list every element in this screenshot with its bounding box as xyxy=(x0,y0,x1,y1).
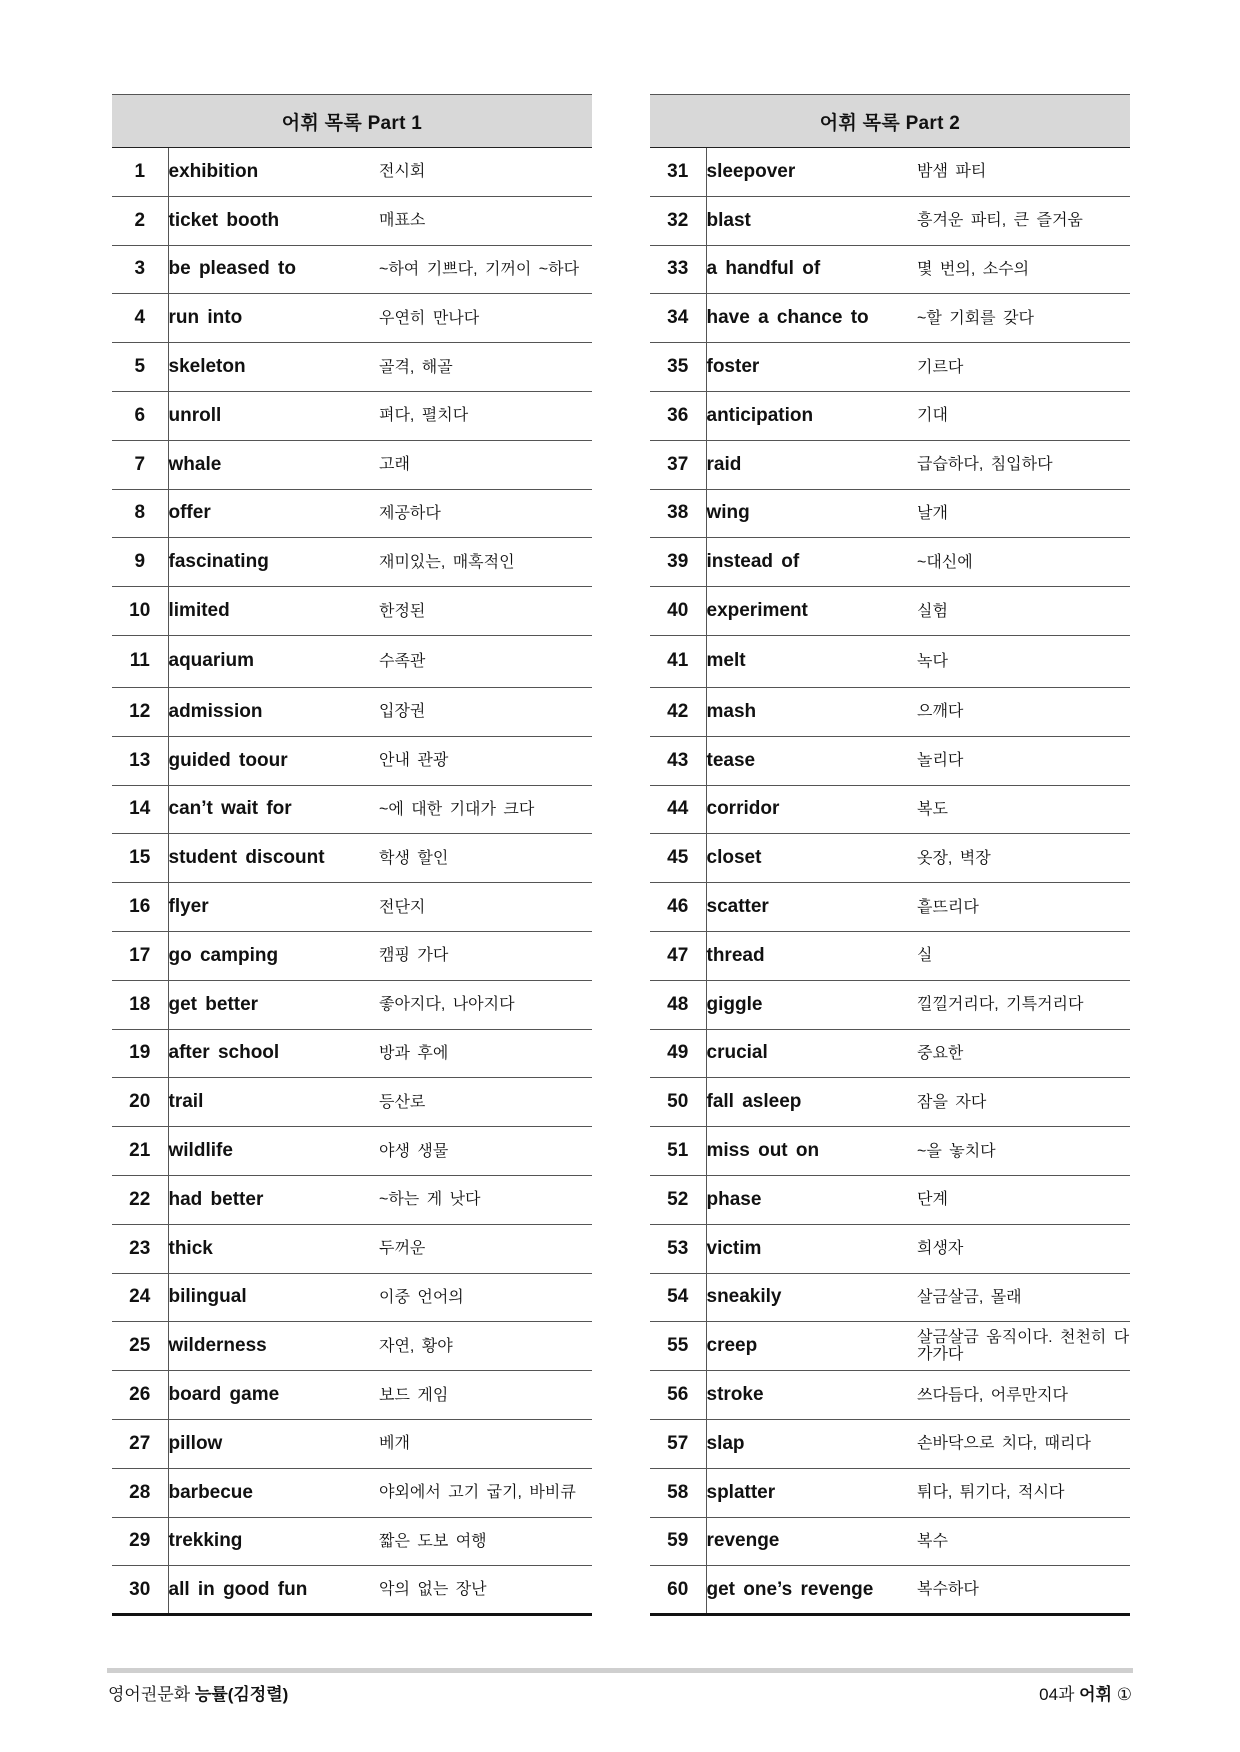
vocab-word: unroll xyxy=(168,391,379,440)
word-meaning: 재미있는, 매혹적인 xyxy=(379,538,592,587)
table-row xyxy=(112,1371,592,1420)
vocab-word: ticket booth xyxy=(168,196,379,245)
word-number: 34 xyxy=(650,294,706,343)
word-meaning: 급습하다, 침입하다 xyxy=(917,440,1130,489)
word-meaning: 이중 언어의 xyxy=(379,1273,592,1322)
word-meaning: 야생 생물 xyxy=(379,1127,592,1176)
word-number: 25 xyxy=(112,1322,168,1371)
word-number: 22 xyxy=(112,1175,168,1224)
word-number: 38 xyxy=(650,489,706,538)
vocab-word: closet xyxy=(706,834,917,883)
word-meaning: 복수 xyxy=(917,1517,1130,1566)
word-meaning: 학생 할인 xyxy=(379,834,592,883)
footer-section: 어휘 xyxy=(1079,1685,1113,1704)
word-number: 57 xyxy=(650,1419,706,1468)
word-meaning: 희생자 xyxy=(917,1224,1130,1273)
vocab-word: get one’s revenge xyxy=(706,1566,917,1615)
table-row xyxy=(112,1175,592,1224)
word-meaning: 밤샘 파티 xyxy=(917,148,1130,197)
table-row xyxy=(112,635,592,687)
vocab-word: fall asleep xyxy=(706,1078,917,1127)
word-meaning: 단계 xyxy=(917,1175,1130,1224)
word-number: 12 xyxy=(112,687,168,736)
word-number: 19 xyxy=(112,1029,168,1078)
word-meaning: ~에 대한 기대가 크다 xyxy=(379,785,592,834)
table-row xyxy=(112,1224,592,1273)
word-number: 1 xyxy=(112,148,168,197)
vocab-word: offer xyxy=(168,489,379,538)
word-number: 27 xyxy=(112,1419,168,1468)
word-meaning: ~대신에 xyxy=(917,538,1130,587)
table-row xyxy=(650,489,1130,538)
vocab-word: scatter xyxy=(706,883,917,932)
word-meaning: 전시회 xyxy=(379,148,592,197)
word-number: 32 xyxy=(650,196,706,245)
word-number: 59 xyxy=(650,1517,706,1566)
word-number: 53 xyxy=(650,1224,706,1273)
word-number: 26 xyxy=(112,1371,168,1420)
word-number: 33 xyxy=(650,245,706,294)
word-meaning: 실험 xyxy=(917,587,1130,636)
vocab-word: had better xyxy=(168,1175,379,1224)
vocab-word: corridor xyxy=(706,785,917,834)
vocab-word: blast xyxy=(706,196,917,245)
vocab-word: anticipation xyxy=(706,391,917,440)
word-meaning: 쓰다듬다, 어루만지다 xyxy=(917,1371,1130,1420)
word-number: 31 xyxy=(650,148,706,197)
word-number: 20 xyxy=(112,1078,168,1127)
vocab-word: a handful of xyxy=(706,245,917,294)
footer-page-mark: ① xyxy=(1112,1685,1132,1704)
word-number: 42 xyxy=(650,687,706,736)
table-row xyxy=(650,1517,1130,1566)
table-row xyxy=(650,1468,1130,1517)
footer-divider xyxy=(107,1668,1133,1673)
word-number: 4 xyxy=(112,294,168,343)
vocab-word: splatter xyxy=(706,1468,917,1517)
word-number: 51 xyxy=(650,1127,706,1176)
vocab-word: revenge xyxy=(706,1517,917,1566)
word-meaning: 녹다 xyxy=(917,635,1130,687)
word-number: 52 xyxy=(650,1175,706,1224)
table-row xyxy=(650,1175,1130,1224)
table-row xyxy=(650,1224,1130,1273)
table-row xyxy=(650,440,1130,489)
word-number: 13 xyxy=(112,736,168,785)
table-row xyxy=(112,1566,592,1615)
word-number: 24 xyxy=(112,1273,168,1322)
vocab-word: guided toour xyxy=(168,736,379,785)
word-meaning: 펴다, 펼치다 xyxy=(379,391,592,440)
word-meaning: 좋아지다, 나아지다 xyxy=(379,980,592,1029)
word-number: 35 xyxy=(650,343,706,392)
word-number: 10 xyxy=(112,587,168,636)
footer-lesson-number: 04과 xyxy=(1039,1685,1080,1704)
vocab-word: limited xyxy=(168,587,379,636)
word-number: 36 xyxy=(650,391,706,440)
table-row xyxy=(112,1029,592,1078)
table-row xyxy=(650,1322,1130,1371)
table-row xyxy=(112,440,592,489)
table-row xyxy=(112,883,592,932)
vocab-word: victim xyxy=(706,1224,917,1273)
word-meaning: 튀다, 튀기다, 적시다 xyxy=(917,1468,1130,1517)
vocab-word: wildlife xyxy=(168,1127,379,1176)
word-number: 16 xyxy=(112,883,168,932)
vocab-word: instead of xyxy=(706,538,917,587)
vocab-table-part2 xyxy=(650,94,1130,1616)
vocab-word: wilderness xyxy=(168,1322,379,1371)
vocab-word: sleepover xyxy=(706,148,917,197)
word-meaning: 날개 xyxy=(917,489,1130,538)
table-row xyxy=(112,489,592,538)
vocab-word: can’t wait for xyxy=(168,785,379,834)
table-row xyxy=(112,148,592,197)
vocab-word: experiment xyxy=(706,587,917,636)
word-number: 54 xyxy=(650,1273,706,1322)
word-number: 11 xyxy=(112,635,168,687)
table-row xyxy=(650,687,1130,736)
footer-course-name: 영어권문화 xyxy=(108,1685,195,1704)
vocab-word: after school xyxy=(168,1029,379,1078)
word-number: 7 xyxy=(112,440,168,489)
word-meaning: 안내 관광 xyxy=(379,736,592,785)
word-meaning: 복수하다 xyxy=(917,1566,1130,1615)
word-number: 40 xyxy=(650,587,706,636)
word-meaning: 베개 xyxy=(379,1419,592,1468)
footer-course xyxy=(108,1680,288,1705)
word-number: 56 xyxy=(650,1371,706,1420)
table-row xyxy=(112,196,592,245)
vocab-word: exhibition xyxy=(168,148,379,197)
vocab-word: run into xyxy=(168,294,379,343)
vocab-word: miss out on xyxy=(706,1127,917,1176)
table-row xyxy=(112,785,592,834)
word-number: 18 xyxy=(112,980,168,1029)
word-meaning: ~할 기회를 갖다 xyxy=(917,294,1130,343)
table-row xyxy=(650,196,1130,245)
word-number: 21 xyxy=(112,1127,168,1176)
table-row xyxy=(112,1127,592,1176)
table-row xyxy=(650,148,1130,197)
vocab-word: barbecue xyxy=(168,1468,379,1517)
word-meaning: 골격, 해골 xyxy=(379,343,592,392)
table-row xyxy=(650,294,1130,343)
table-row xyxy=(112,687,592,736)
word-number: 41 xyxy=(650,635,706,687)
word-meaning: 야외에서 고기 굽기, 바비큐 xyxy=(379,1468,592,1517)
vocab-word: have a chance to xyxy=(706,294,917,343)
word-meaning: 몇 번의, 소수의 xyxy=(917,245,1130,294)
vocab-word: mash xyxy=(706,687,917,736)
table-row xyxy=(650,1078,1130,1127)
table-row xyxy=(112,980,592,1029)
word-number: 9 xyxy=(112,538,168,587)
table-title: 어휘 목록 Part 2 xyxy=(650,95,1130,148)
word-number: 29 xyxy=(112,1517,168,1566)
word-number: 2 xyxy=(112,196,168,245)
word-number: 55 xyxy=(650,1322,706,1371)
word-number: 14 xyxy=(112,785,168,834)
word-meaning: 짧은 도보 여행 xyxy=(379,1517,592,1566)
vocab-word: raid xyxy=(706,440,917,489)
vocab-word: wing xyxy=(706,489,917,538)
word-meaning: ~을 놓치다 xyxy=(917,1127,1130,1176)
table-row xyxy=(650,883,1130,932)
word-meaning: 수족관 xyxy=(379,635,592,687)
vocab-word: board game xyxy=(168,1371,379,1420)
table-row xyxy=(650,1419,1130,1468)
table-row xyxy=(112,587,592,636)
table-row xyxy=(650,635,1130,687)
word-meaning: 옷장, 벽장 xyxy=(917,834,1130,883)
word-number: 58 xyxy=(650,1468,706,1517)
table-row xyxy=(650,834,1130,883)
word-meaning: 복도 xyxy=(917,785,1130,834)
vocab-word: aquarium xyxy=(168,635,379,687)
vocab-word: admission xyxy=(168,687,379,736)
word-meaning: 자연, 황야 xyxy=(379,1322,592,1371)
table-row xyxy=(650,343,1130,392)
word-meaning: 제공하다 xyxy=(379,489,592,538)
vocab-word: phase xyxy=(706,1175,917,1224)
word-meaning: 흩뜨리다 xyxy=(917,883,1130,932)
table-row xyxy=(112,736,592,785)
vocab-word: trekking xyxy=(168,1517,379,1566)
table-row xyxy=(650,245,1130,294)
footer-publisher: 능률(김정렬) xyxy=(194,1685,289,1704)
word-number: 47 xyxy=(650,931,706,980)
word-meaning: 실 xyxy=(917,931,1130,980)
table-row xyxy=(650,1566,1130,1615)
word-number: 39 xyxy=(650,538,706,587)
table-title: 어휘 목록 Part 1 xyxy=(112,95,592,148)
table-row xyxy=(650,931,1130,980)
vocab-word: sneakily xyxy=(706,1273,917,1322)
table-row xyxy=(650,538,1130,587)
word-number: 46 xyxy=(650,883,706,932)
table-row xyxy=(112,1517,592,1566)
word-number: 17 xyxy=(112,931,168,980)
word-meaning: 으깨다 xyxy=(917,687,1130,736)
word-meaning: 낄낄거리다, 기특거리다 xyxy=(917,980,1130,1029)
table-row xyxy=(650,1127,1130,1176)
table-row xyxy=(112,343,592,392)
vocab-word: melt xyxy=(706,635,917,687)
table-row xyxy=(112,294,592,343)
vocab-word: whale xyxy=(168,440,379,489)
table-row xyxy=(650,736,1130,785)
table-row xyxy=(112,931,592,980)
table-row xyxy=(112,538,592,587)
word-meaning: ~하는 게 낫다 xyxy=(379,1175,592,1224)
vocab-word: skeleton xyxy=(168,343,379,392)
vocab-word: slap xyxy=(706,1419,917,1468)
vocab-word: go camping xyxy=(168,931,379,980)
vocab-word: flyer xyxy=(168,883,379,932)
table-row xyxy=(650,1273,1130,1322)
vocab-word: tease xyxy=(706,736,917,785)
word-number: 37 xyxy=(650,440,706,489)
word-number: 43 xyxy=(650,736,706,785)
word-number: 15 xyxy=(112,834,168,883)
table-row xyxy=(112,1322,592,1371)
word-meaning: 살금살금 움직이다. 천천히 다가가다 xyxy=(917,1322,1130,1371)
table-row xyxy=(112,1468,592,1517)
word-number: 8 xyxy=(112,489,168,538)
word-number: 44 xyxy=(650,785,706,834)
word-meaning: ~하여 기쁘다, 기꺼이 ~하다 xyxy=(379,245,592,294)
vocab-word: trail xyxy=(168,1078,379,1127)
vocab-word: get better xyxy=(168,980,379,1029)
vocab-word: be pleased to xyxy=(168,245,379,294)
vocab-word: student discount xyxy=(168,834,379,883)
footer-lesson xyxy=(1039,1680,1132,1705)
word-meaning: 흥겨운 파티, 큰 즐거움 xyxy=(917,196,1130,245)
word-meaning: 놀리다 xyxy=(917,736,1130,785)
word-meaning: 악의 없는 장난 xyxy=(379,1566,592,1615)
word-meaning: 두꺼운 xyxy=(379,1224,592,1273)
table-row xyxy=(650,785,1130,834)
word-meaning: 전단지 xyxy=(379,883,592,932)
word-meaning: 손바닥으로 치다, 때리다 xyxy=(917,1419,1130,1468)
word-number: 30 xyxy=(112,1566,168,1615)
word-number: 48 xyxy=(650,980,706,1029)
table-row xyxy=(650,391,1130,440)
word-meaning: 기르다 xyxy=(917,343,1130,392)
word-meaning: 중요한 xyxy=(917,1029,1130,1078)
table-row xyxy=(650,587,1130,636)
table-row xyxy=(112,834,592,883)
word-meaning: 기대 xyxy=(917,391,1130,440)
word-meaning: 캠핑 가다 xyxy=(379,931,592,980)
word-meaning: 방과 후에 xyxy=(379,1029,592,1078)
table-row xyxy=(112,1419,592,1468)
word-meaning: 보드 게임 xyxy=(379,1371,592,1420)
vocab-word: thick xyxy=(168,1224,379,1273)
table-row xyxy=(650,980,1130,1029)
word-number: 60 xyxy=(650,1566,706,1615)
word-meaning: 잠을 자다 xyxy=(917,1078,1130,1127)
vocab-word: fascinating xyxy=(168,538,379,587)
vocab-word: all in good fun xyxy=(168,1566,379,1615)
word-number: 6 xyxy=(112,391,168,440)
vocab-word: creep xyxy=(706,1322,917,1371)
table-row xyxy=(650,1371,1130,1420)
table-row xyxy=(650,1029,1130,1078)
word-number: 5 xyxy=(112,343,168,392)
word-number: 49 xyxy=(650,1029,706,1078)
word-number: 45 xyxy=(650,834,706,883)
word-meaning: 고래 xyxy=(379,440,592,489)
vocab-word: thread xyxy=(706,931,917,980)
vocab-word: bilingual xyxy=(168,1273,379,1322)
word-meaning: 매표소 xyxy=(379,196,592,245)
vocab-word: crucial xyxy=(706,1029,917,1078)
word-meaning: 살금살금, 몰래 xyxy=(917,1273,1130,1322)
vocab-word: pillow xyxy=(168,1419,379,1468)
word-meaning: 입장권 xyxy=(379,687,592,736)
word-meaning: 한정된 xyxy=(379,587,592,636)
word-meaning: 우연히 만나다 xyxy=(379,294,592,343)
table-row xyxy=(112,391,592,440)
word-number: 28 xyxy=(112,1468,168,1517)
word-number: 50 xyxy=(650,1078,706,1127)
table-row xyxy=(112,1078,592,1127)
vocab-table-part1 xyxy=(112,94,592,1616)
word-number: 3 xyxy=(112,245,168,294)
word-meaning: 등산로 xyxy=(379,1078,592,1127)
vocab-word: stroke xyxy=(706,1371,917,1420)
table-row xyxy=(112,245,592,294)
table-row xyxy=(112,1273,592,1322)
vocab-word: giggle xyxy=(706,980,917,1029)
vocab-word: foster xyxy=(706,343,917,392)
word-number: 23 xyxy=(112,1224,168,1273)
